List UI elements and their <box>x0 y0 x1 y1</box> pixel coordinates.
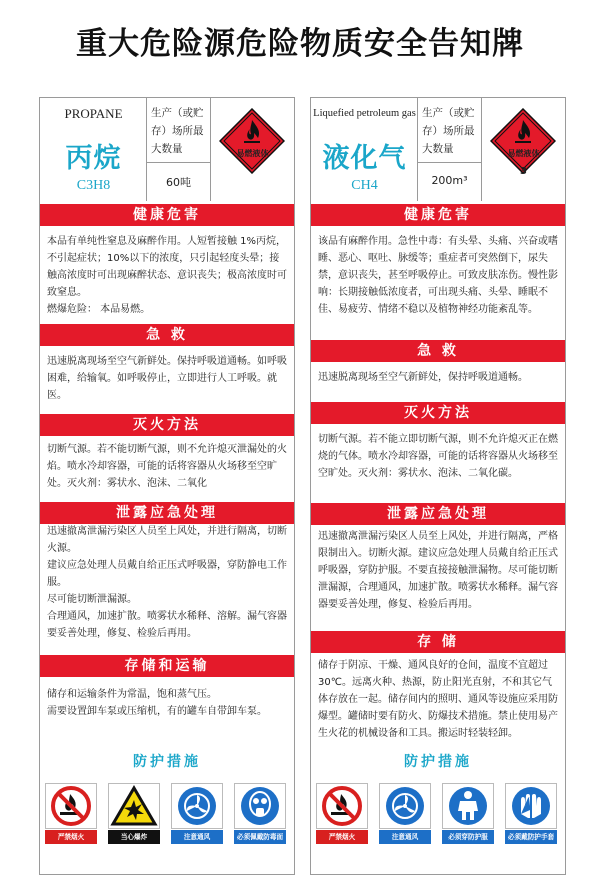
safety-signs <box>311 783 565 845</box>
safety-sign <box>316 783 368 844</box>
storage-label: 生产（或贮存）场所最大数量 <box>151 107 204 155</box>
sign-caption: 必须戴防护手套 <box>505 830 557 844</box>
leak-response-text: 迅速撤离泄漏污染区人员至上风处，并进行隔离，切断火源。 建议应急处理人员戴自给正压式呼吸器，穿防静电工作服。 尽可能切断泄漏源。 合理通风，加速扩散。喷雾状水稀释、溶解。漏气容器要妥善处理，修复、检验后再用。 <box>47 526 287 639</box>
sign-caption: 严禁烟火 <box>316 830 368 844</box>
storage-transport-heading: 存储和运输 <box>40 655 294 677</box>
protective-measures-heading: 防护措施 <box>311 751 565 773</box>
leak-response-text: 迅速撤离泄漏污染区人员至上风处，并进行隔离，严格限制出入。切断火源。建议应急处理人员戴自给正压式呼吸器，穿防护服。不要直接接触泄漏物。尽可能切断泄漏源，合理通风，加速扩散。喷雾状水稀释。漏气容器要妥善处理，修复、检验后再用。 <box>318 531 558 610</box>
storage-box <box>418 98 482 201</box>
protective-gloves-icon <box>506 784 556 828</box>
substance-name-en: Liquefied petroleum gas <box>313 108 416 119</box>
health-hazard-heading: 健康危害 <box>40 204 294 226</box>
sign-caption: 必须穿防护服 <box>442 830 494 844</box>
propane-card <box>39 97 295 875</box>
first-aid-heading: 急 救 <box>40 324 294 346</box>
substance-name-cn: 丙烷 <box>65 143 122 174</box>
sign-caption: 当心爆炸 <box>108 830 160 844</box>
no-fire-icon <box>46 784 96 828</box>
card-header <box>40 98 294 201</box>
safety-sign <box>234 783 286 855</box>
sign-caption: 必须佩戴防毒面具 <box>234 830 286 844</box>
flammable-diamond-icon <box>490 108 556 174</box>
health-hazard-text: 本品有单纯性窒息及麻醉作用。人短暂接触 1%丙烷，不引起症状；10%以下的浓度，只引起轻度头晕；接触高浓度时可出现麻醉状态、意识丧失；极高浓度时可致窒息。 燃爆危险： 本品易燃。 <box>47 236 287 315</box>
chemical-formula: CH4 <box>351 178 378 193</box>
fire-fighting-heading: 灭火方法 <box>40 414 294 436</box>
safety-sign <box>171 783 223 844</box>
leak-response-heading: 泄露应急处理 <box>311 503 565 525</box>
leak-response-heading: 泄露应急处理 <box>40 502 294 524</box>
safety-signs <box>40 783 294 855</box>
health-hazard-heading: 健康危害 <box>311 204 565 226</box>
page-title: 重大危险源危险物质安全告知牌 <box>76 26 524 62</box>
safety-sign <box>442 783 494 844</box>
chemical-formula: C3H8 <box>76 178 111 193</box>
substance-name-cn: 液化气 <box>322 143 407 174</box>
lpg-card <box>310 97 566 875</box>
safety-sign <box>505 783 557 844</box>
storage-amount: 60吨 <box>166 176 191 189</box>
health-hazard-text: 该品有麻醉作用。急性中毒：有头晕、头痛、兴奋或嗜睡、恶心、呕吐、脉缓等；重症者可突然倒下，尿失禁，意识丧失，甚至呼吸停止。可致皮肤冻伤。慢性影响：长期接触低浓度者，可出现头痛、头晕、睡眠不佳、易疲劳、情绪不稳以及植物神经功能紊乱等。 <box>318 236 558 315</box>
storage-text: 储存于阴凉、干燥、通风良好的仓间，温度不宜超过30℃。远离火种、热源，防止阳光直射，不和其它气体存放在一起。储存间内的照明、通风等设施应采用防爆型。罐储时要有防火、防爆技术措施。禁止使用易产生火花的机械设备和工具。搬运时轻装轻卸。 <box>318 660 558 739</box>
substance-name-box <box>311 98 418 201</box>
hazard-diamond <box>211 98 294 201</box>
protective-suit-icon <box>443 784 493 828</box>
card-header <box>311 98 565 201</box>
first-aid-text: 迅速脱离现场至空气新鲜处，保持呼吸道通畅。 <box>318 372 528 383</box>
sign-caption: 严禁烟火 <box>45 830 97 844</box>
hazard-diamond <box>482 98 565 201</box>
hazard-label: 易燃液体 <box>507 149 540 158</box>
substance-name-box <box>40 98 147 201</box>
ventilation-icon <box>172 784 222 828</box>
substance-name-en: PROPANE <box>64 106 123 121</box>
safety-sign <box>45 783 97 844</box>
ventilation-icon <box>380 784 430 828</box>
safety-sign <box>379 783 431 844</box>
storage-amount: 200m³ <box>431 174 468 187</box>
first-aid-heading: 急 救 <box>311 340 565 362</box>
storage-box <box>147 98 211 201</box>
storage-heading: 存 储 <box>311 631 565 653</box>
no-fire-icon <box>317 784 367 828</box>
fire-fighting-heading: 灭火方法 <box>311 402 565 424</box>
sign-caption: 注意通风 <box>171 830 223 844</box>
hazard-class: 3 <box>520 166 527 177</box>
gas-mask-icon <box>235 784 285 828</box>
fire-fighting-text: 切断气源。若不能立即切断气源，则不允许熄灭正在燃烧的气体。喷水冷却容器，可能的话将容器从火场移至空旷处。灭火剂：雾状水、泡沫、二氧化碳。 <box>318 434 558 479</box>
fire-fighting-text: 切断气源。若不能切断气源，则不允许熄灭泄漏处的火焰。喷水冷却容器，可能的话将容器从火场移至空旷处。灭火剂：雾状水、泡沫、二氧化 <box>47 444 287 489</box>
safety-sign <box>108 783 160 844</box>
hazard-label: 易燃液体 <box>236 149 269 158</box>
storage-label: 生产（或贮存）场所最大数量 <box>422 107 475 155</box>
storage-transport-text: 储存和运输条件为常温，饱和蒸气压。 需要设置卸车泵或压缩机，有的罐车自带卸车泵。 <box>47 689 267 717</box>
first-aid-text: 迅速脱离现场至空气新鲜处。保持呼吸道通畅。如呼吸困难，给输氧。如呼吸停止，立即进行人工呼吸。就医。 <box>47 356 287 401</box>
explosion-warning-icon <box>109 784 159 828</box>
protective-measures-heading: 防护措施 <box>40 751 294 773</box>
flammable-diamond-icon <box>219 108 285 174</box>
sign-caption: 注意通风 <box>379 830 431 844</box>
